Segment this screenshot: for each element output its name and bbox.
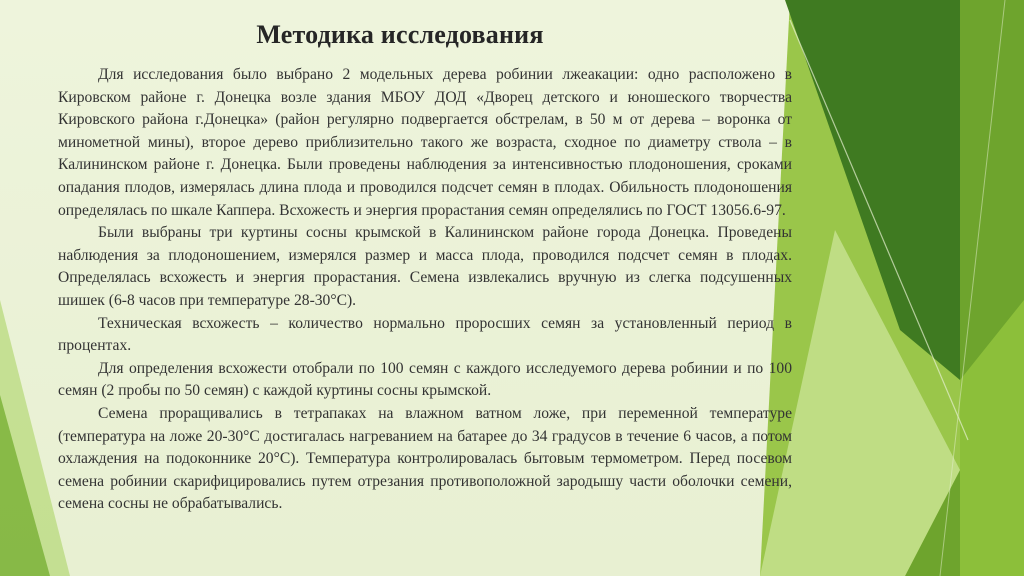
paragraph: Были выбраны три куртины сосны крымской в Калининском районе города Донецка. Проведены наблюдения за плодоношением, измерялся размер и масса плода, проводился подсчет семян в плодах. Определялась всхожесть и энергия прорастания. Семена извлекались вручную из слегка подсушенных шишек (6-8 часов при температуре 28-30°С). bbox=[58, 224, 792, 309]
paragraph: Для определения всхожести отобрали по 100 семян с каждого исследуемого дерева робинии и по 100 семян (2 пробы по 50 семян) с каждой куртины сосны крымской. bbox=[58, 359, 792, 400]
slide-body bbox=[58, 64, 792, 516]
slide-title: Методика исследования bbox=[256, 20, 544, 49]
paragraph: Семена проращивались в тетрапаках на влажном ватном ложе, при переменной температуре (температура на ложе 20-30°С достигалась нагреванием на батарее до 34 градусов в течение 6 часов, а потом охлаждения на подоконнике 20°С). Температура контролировалась бытовым термометром. Перед посевом семена робинии скарифицировались путем отрезания противоположной зародышу части оболочки семени, семена сосны не обрабатывались. bbox=[58, 404, 792, 513]
paragraph: Техническая всхожесть – количество нормально проросших семян за установленный период в процентах. bbox=[58, 314, 792, 355]
paragraph: Для исследования было выбрано 2 модельных дерева робинии лжеакации: одно расположено в Кировском районе г. Донецка возле здания МБОУ ДОД «Дворец детского и юношеского творчества Кировского района г.Донецка» (район регулярно подвергается обстрелам, в 50 м от дерева – воронка от минометной мины), второе дерево приблизительно такого же возраста, сходное по диаметру ствола – в Калининском районе г. Донецка. Были проведены наблюдения за интенсивностью плодоношения, сроками опадания плодов, измерялась длина плода и проводился подсчет семян в плодах. Обильность плодоношения определялась по шкале Каппера. Всхожесть и энергия прорастания семян определялись по ГОСТ 13056.6-97. bbox=[58, 66, 792, 219]
